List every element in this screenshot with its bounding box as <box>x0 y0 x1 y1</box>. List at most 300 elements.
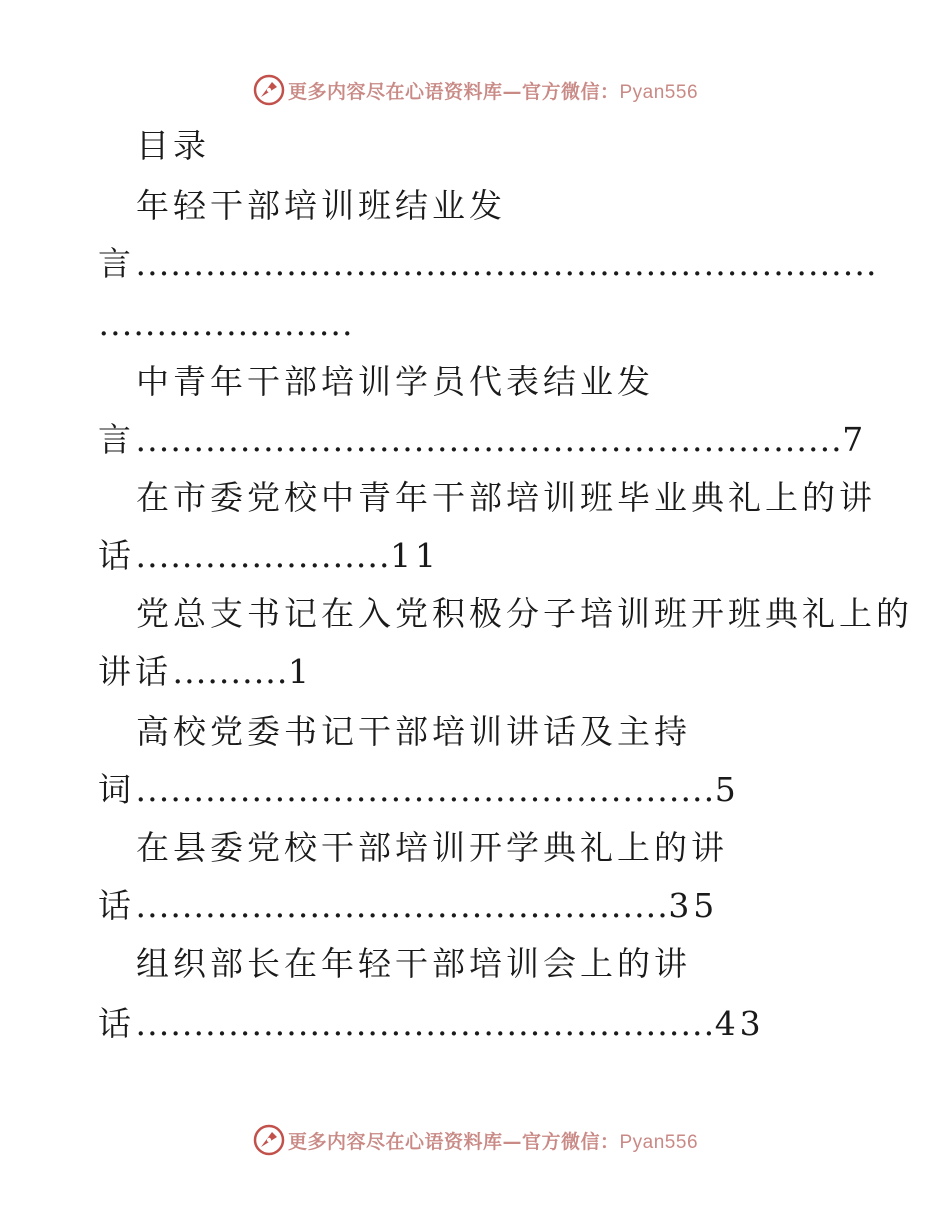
leader-dot: . <box>784 420 796 459</box>
toc-entry-title: 在县委党校干部培训开学典礼上的讲 <box>136 828 728 867</box>
leader-dot: . <box>483 420 494 459</box>
leader-dot: . <box>448 770 460 809</box>
leader-dot: . <box>321 420 332 459</box>
leader-dot: . <box>332 536 344 575</box>
leader-dot: . <box>179 304 191 343</box>
leader-dot: . <box>228 770 239 809</box>
leader-dot: . <box>680 1004 691 1043</box>
leader-dot: . <box>307 304 318 343</box>
leader-dot: . <box>541 420 552 459</box>
leader-dot: . <box>193 770 205 809</box>
leader-dot: . <box>402 244 413 283</box>
leader-dot: . <box>251 536 262 575</box>
leader-dot: . <box>202 304 214 343</box>
toc-entry-lead: 词 <box>98 770 135 809</box>
leader-dot: . <box>726 244 738 283</box>
leader-dot: . <box>448 420 460 459</box>
leader-dot: . <box>265 652 276 691</box>
leader-dot: . <box>448 886 460 925</box>
leader-dot: . <box>645 244 657 283</box>
leader-dot: . <box>390 244 402 283</box>
leader-dot: . <box>796 420 807 459</box>
leader-dot: . <box>284 304 295 343</box>
leader-dot: . <box>332 1004 344 1043</box>
leader-dot: . <box>170 1004 181 1043</box>
leader-dot: . <box>321 536 332 575</box>
leader-dot: . <box>367 770 378 809</box>
leader-dot: . <box>529 1004 541 1043</box>
leader-dot: . <box>529 770 541 809</box>
leader-dot: . <box>263 536 274 575</box>
leader-dot: . <box>413 1004 425 1043</box>
leader-dot: . <box>390 1004 402 1043</box>
toc-entry-leader <box>98 652 313 692</box>
watermark-banner-top <box>0 70 950 110</box>
leader-dot: . <box>239 536 251 575</box>
toc-entry-leader <box>98 420 867 460</box>
leader-dot: . <box>239 420 251 459</box>
leader-dot: . <box>552 244 564 283</box>
leader-dot: . <box>413 420 425 459</box>
leader-dot: . <box>379 536 390 575</box>
leader-dot: . <box>228 244 239 283</box>
leader-dot: . <box>471 420 483 459</box>
leader-dot: . <box>506 420 518 459</box>
leader-dot: . <box>263 886 274 925</box>
leader-dot: . <box>819 420 831 459</box>
leader-dot: . <box>413 886 425 925</box>
leader-dot: . <box>807 244 819 283</box>
leader-dot: . <box>680 244 691 283</box>
leader-dot: . <box>297 886 309 925</box>
leader-dot: . <box>263 244 274 283</box>
leader-dot: . <box>494 770 506 809</box>
leader-dot: . <box>309 770 320 809</box>
leader-dot: . <box>321 244 332 283</box>
leader-dot: . <box>494 886 506 925</box>
toc-entry-title: 在市委党校中青年干部培训班毕业典礼上的讲 <box>136 478 876 517</box>
leader-dot: . <box>228 420 239 459</box>
leader-dot: . <box>483 886 494 925</box>
leader-dot: . <box>367 244 378 283</box>
leader-dot: . <box>286 1004 297 1043</box>
watermark-banner-bottom <box>0 1120 950 1160</box>
leader-dot: . <box>110 304 121 343</box>
leader-dot: . <box>318 304 330 343</box>
leader-dot: . <box>622 1004 633 1043</box>
leader-dot: . <box>228 1004 239 1043</box>
leader-dot: . <box>413 244 425 283</box>
leader-dot: . <box>402 1004 413 1043</box>
leader-dot: . <box>599 244 610 283</box>
leader-dot: . <box>158 770 170 809</box>
leader-dot: . <box>657 244 668 283</box>
leader-dot: . <box>286 536 297 575</box>
leader-dot: . <box>610 244 622 283</box>
leader-dot: . <box>750 420 761 459</box>
leader-dot: . <box>263 420 274 459</box>
toc-entry-lead: 话 <box>98 886 135 925</box>
leader-dot: . <box>692 420 703 459</box>
leader-dot: . <box>251 770 262 809</box>
leader-dot: . <box>506 770 518 809</box>
leader-dot: . <box>367 1004 378 1043</box>
toc-entry-leader-continued <box>98 304 353 344</box>
leader-dot: . <box>158 420 170 459</box>
leader-dot: . <box>518 420 529 459</box>
leader-dot: . <box>193 536 205 575</box>
toc-entry-lead: 话 <box>98 1004 135 1043</box>
watermark-wechat-id: Pyan556 <box>619 1131 699 1153</box>
leader-dot: . <box>216 420 228 459</box>
leader-dot: . <box>587 770 599 809</box>
toc-entry-title: 中青年干部培训学员代表结业发 <box>136 362 654 401</box>
leader-dot: . <box>622 770 633 809</box>
leader-dot: . <box>425 244 436 283</box>
leader-dot: . <box>541 244 552 283</box>
leader-dot: . <box>216 770 228 809</box>
leader-dot: . <box>309 886 320 925</box>
toc-entry-leader <box>98 770 740 810</box>
leader-dot: . <box>263 1004 274 1043</box>
leader-dot: . <box>332 420 344 459</box>
leader-dot: . <box>321 886 332 925</box>
leader-dot: . <box>610 770 622 809</box>
leader-dot: . <box>274 420 286 459</box>
leader-dot: . <box>599 420 610 459</box>
leader-dot: . <box>297 770 309 809</box>
leader-dot: . <box>156 304 168 343</box>
leader-dot: . <box>321 770 332 809</box>
toc-entry-title: 组织部长在年轻干部培训会上的讲 <box>136 944 691 983</box>
leader-dot: . <box>193 886 205 925</box>
leader-dot: . <box>147 420 158 459</box>
leader-dot: . <box>715 420 726 459</box>
leader-dot: . <box>471 770 483 809</box>
leader-dot: . <box>448 244 460 283</box>
leader-dot: . <box>144 304 156 343</box>
leader-dot: . <box>448 1004 460 1043</box>
leader-dot: . <box>668 770 680 809</box>
pen-nib-logo-icon <box>252 73 286 107</box>
leader-dot: . <box>634 244 645 283</box>
leader-dot: . <box>274 770 286 809</box>
leader-dot: . <box>251 886 262 925</box>
leader-dot: . <box>703 1004 715 1043</box>
leader-dot: . <box>715 244 726 283</box>
leader-dot: . <box>576 886 587 925</box>
leader-dot: . <box>518 244 529 283</box>
leader-dot: . <box>344 536 355 575</box>
leader-dot: . <box>668 1004 680 1043</box>
leader-dot: . <box>831 420 842 459</box>
leader-dot: . <box>483 770 494 809</box>
leader-dot: . <box>379 770 390 809</box>
leader-dot: . <box>216 886 228 925</box>
leader-dot: . <box>402 770 413 809</box>
leader-dot: . <box>379 244 390 283</box>
leader-dot: . <box>425 770 436 809</box>
leader-dot: . <box>249 304 260 343</box>
leader-dot: . <box>332 770 344 809</box>
leader-dot: . <box>750 244 761 283</box>
leader-dot: . <box>506 244 518 283</box>
toc-entry-page: 43 <box>714 1004 765 1043</box>
toc-entry-leader <box>98 1004 765 1044</box>
leader-dot: . <box>657 420 668 459</box>
leader-dot: . <box>158 1004 170 1043</box>
leader-dot: . <box>634 886 645 925</box>
leader-dot: . <box>379 886 390 925</box>
leader-dot: . <box>483 244 494 283</box>
leader-dot: . <box>599 886 610 925</box>
leader-dot: . <box>251 420 262 459</box>
leader-dot: . <box>230 652 242 691</box>
leader-dot: . <box>552 770 564 809</box>
leader-dot: . <box>135 770 147 809</box>
leader-dot: . <box>158 244 170 283</box>
leader-dot: . <box>147 244 158 283</box>
toc-entry-lead: 言 <box>98 244 135 283</box>
toc-entry-title: 党总支书记在入党积极分子培训班开班典礼上的 <box>136 594 913 633</box>
leader-dot: . <box>274 886 286 925</box>
leader-dot: . <box>552 420 564 459</box>
toc-entry-leader <box>98 244 877 284</box>
toc-heading: 目录 <box>136 126 210 165</box>
leader-dot: . <box>564 1004 576 1043</box>
leader-dot: . <box>436 420 448 459</box>
leader-dot: . <box>170 244 181 283</box>
leader-dot: . <box>355 770 367 809</box>
leader-dot: . <box>205 536 216 575</box>
leader-dot: . <box>529 886 541 925</box>
leader-dot: . <box>692 770 703 809</box>
leader-dot: . <box>390 420 402 459</box>
leader-dot: . <box>133 304 144 343</box>
leader-dot: . <box>309 536 320 575</box>
leader-dot: . <box>239 1004 251 1043</box>
leader-dot: . <box>564 886 576 925</box>
leader-dot: . <box>216 244 228 283</box>
leader-dot: . <box>831 244 842 283</box>
leader-dot: . <box>297 1004 309 1043</box>
leader-dot: . <box>436 886 448 925</box>
toc-entry-title: 年轻干部培训班结业发 <box>136 186 506 225</box>
leader-dot: . <box>276 652 288 691</box>
leader-dot: . <box>205 244 216 283</box>
leader-dot: . <box>309 1004 320 1043</box>
leader-dot: . <box>622 420 633 459</box>
leader-dot: . <box>158 886 170 925</box>
leader-dot: . <box>842 244 854 283</box>
leader-dot: . <box>344 1004 355 1043</box>
leader-dot: . <box>576 244 587 283</box>
leader-dot: . <box>807 420 819 459</box>
toc-entry-page: 35 <box>668 886 719 925</box>
leader-dot: . <box>541 1004 552 1043</box>
leader-dot: . <box>170 886 181 925</box>
leader-dot: . <box>703 420 715 459</box>
leader-dot: . <box>332 886 344 925</box>
leader-dot: . <box>147 770 158 809</box>
leader-dot: . <box>286 770 297 809</box>
leader-dot: . <box>436 1004 448 1043</box>
leader-dot: . <box>216 536 228 575</box>
leader-dot: . <box>425 1004 436 1043</box>
leader-dot: . <box>251 244 262 283</box>
leader-dot: . <box>390 770 402 809</box>
leader-dot: . <box>274 244 286 283</box>
leader-dot: . <box>599 1004 610 1043</box>
leader-dot: . <box>854 244 865 283</box>
leader-dot: . <box>263 770 274 809</box>
leader-dot: . <box>425 886 436 925</box>
leader-dot: . <box>796 244 807 283</box>
toc-entry-page: 7 <box>842 420 868 459</box>
leader-dot: . <box>172 652 184 691</box>
toc-entry-lead: 言 <box>98 420 135 459</box>
leader-dot: . <box>181 420 193 459</box>
leader-dot: . <box>344 770 355 809</box>
leader-dot: . <box>239 770 251 809</box>
leader-dot: . <box>518 770 529 809</box>
leader-dot: . <box>773 244 784 283</box>
leader-dot: . <box>184 652 195 691</box>
leader-dot: . <box>195 652 207 691</box>
leader-dot: . <box>564 770 576 809</box>
leader-dot: . <box>657 1004 668 1043</box>
leader-dot: . <box>216 1004 228 1043</box>
leader-dot: . <box>205 420 216 459</box>
leader-dot: . <box>228 886 239 925</box>
leader-dot: . <box>205 770 216 809</box>
toc-entry-title: 高校党委书记干部培训讲话及主持 <box>136 712 691 751</box>
leader-dot: . <box>634 1004 645 1043</box>
leader-dot: . <box>193 420 205 459</box>
leader-dot: . <box>668 244 680 283</box>
leader-dot: . <box>576 1004 587 1043</box>
leader-dot: . <box>286 244 297 283</box>
leader-dot: . <box>668 420 680 459</box>
leader-dot: . <box>218 652 230 691</box>
leader-dot: . <box>738 420 749 459</box>
leader-dot: . <box>239 886 251 925</box>
leader-dot: . <box>135 1004 147 1043</box>
leader-dot: . <box>297 420 309 459</box>
leader-dot: . <box>207 652 218 691</box>
leader-dot: . <box>576 770 587 809</box>
leader-dot: . <box>379 1004 390 1043</box>
leader-dot: . <box>552 1004 564 1043</box>
leader-dot: . <box>274 536 286 575</box>
leader-dot: . <box>436 244 448 283</box>
leader-dot: . <box>344 886 355 925</box>
leader-dot: . <box>170 420 181 459</box>
leader-dot: . <box>622 886 633 925</box>
leader-dot: . <box>355 1004 367 1043</box>
toc-entry-leader <box>98 886 718 926</box>
leader-dot: . <box>205 1004 216 1043</box>
leader-dot: . <box>309 244 320 283</box>
leader-dot: . <box>564 244 576 283</box>
leader-dot: . <box>761 420 773 459</box>
leader-dot: . <box>483 1004 494 1043</box>
leader-dot: . <box>135 886 147 925</box>
toc-entry-lead: 讲话 <box>98 652 172 691</box>
leader-dot: . <box>552 886 564 925</box>
leader-dot: . <box>471 244 483 283</box>
leader-dot: . <box>367 536 378 575</box>
leader-dot: . <box>564 420 576 459</box>
leader-dot: . <box>295 304 307 343</box>
leader-dot: . <box>297 536 309 575</box>
leader-dot: . <box>541 886 552 925</box>
leader-dot: . <box>622 244 633 283</box>
leader-dot: . <box>680 420 691 459</box>
leader-dot: . <box>645 770 657 809</box>
leader-dot: . <box>228 536 239 575</box>
leader-dot: . <box>274 1004 286 1043</box>
leader-dot: . <box>610 886 622 925</box>
leader-dot: . <box>251 1004 262 1043</box>
leader-dot: . <box>297 244 309 283</box>
leader-dot: . <box>773 420 784 459</box>
leader-dot: . <box>460 886 471 925</box>
leader-dot: . <box>576 420 587 459</box>
leader-dot: . <box>587 886 599 925</box>
leader-dot: . <box>242 652 253 691</box>
leader-dot: . <box>541 770 552 809</box>
leader-dot: . <box>253 652 265 691</box>
pen-nib-logo-icon <box>252 1123 286 1157</box>
leader-dot: . <box>529 420 541 459</box>
leader-dot: . <box>181 244 193 283</box>
leader-dot: . <box>610 420 622 459</box>
leader-dot: . <box>645 420 657 459</box>
leader-dot: . <box>135 244 147 283</box>
leader-dot: . <box>330 304 341 343</box>
leader-dot: . <box>158 536 170 575</box>
watermark-text: 更多内容尽在心语资料库—官方微信： <box>287 1130 620 1153</box>
leader-dot: . <box>402 886 413 925</box>
leader-dot: . <box>494 244 506 283</box>
leader-dot: . <box>599 770 610 809</box>
leader-dot: . <box>332 244 344 283</box>
leader-dot: . <box>147 536 158 575</box>
leader-dot: . <box>819 244 831 283</box>
leader-dot: . <box>342 304 353 343</box>
leader-dot: . <box>506 1004 518 1043</box>
leader-dot: . <box>181 1004 193 1043</box>
leader-dot: . <box>226 304 237 343</box>
leader-dot: . <box>170 536 181 575</box>
leader-dot: . <box>703 244 715 283</box>
leader-dot: . <box>367 886 378 925</box>
leader-dot: . <box>471 1004 483 1043</box>
toc-entry-page: 11 <box>390 536 441 575</box>
leader-dot: . <box>634 420 645 459</box>
leader-dot: . <box>436 770 448 809</box>
leader-dot: . <box>135 420 147 459</box>
leader-dot: . <box>865 244 877 283</box>
leader-dot: . <box>355 536 367 575</box>
leader-dot: . <box>98 304 110 343</box>
leader-dot: . <box>460 420 471 459</box>
leader-dot: . <box>214 304 225 343</box>
leader-dot: . <box>587 420 599 459</box>
leader-dot: . <box>321 1004 332 1043</box>
leader-dot: . <box>379 420 390 459</box>
